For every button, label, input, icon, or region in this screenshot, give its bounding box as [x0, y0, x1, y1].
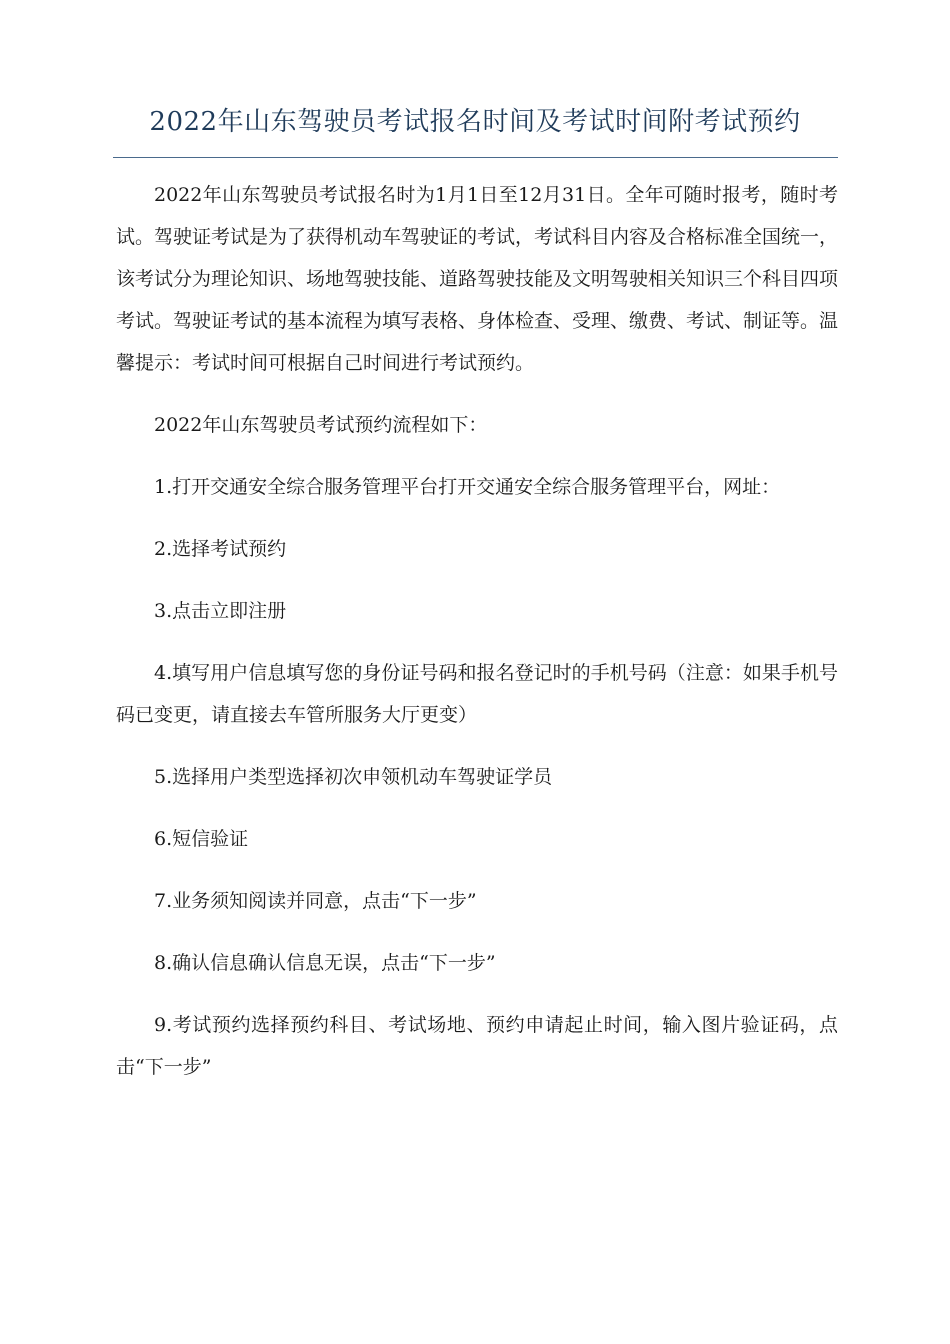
title-divider [113, 157, 838, 158]
step-4: 4.填写用户信息填写您的身份证号码和报名登记时的手机号码（注意：如果手机号码已变更，请直接去车管所服务大厅更变） [116, 662, 838, 726]
paragraph-intro: 2022年山东驾驶员考试报名时为1月1日至12月31日。全年可随时报考，随时考试。驾驶证考试是为了获得机动车驾驶证的考试，考试科目内容及合格标准全国统一，该考试分为理论知识、场地驾驶技能、道路驾驶技能及文明驾驶相关知识三个科目四项考试。驾驶证考试的基本流程为填写表格、身体检查、受理、缴费、考试、制证等。温馨提示：考试时间可根据自己时间进行考试预约。 [116, 184, 839, 374]
paragraph-process-heading: 2022年山东驾驶员考试预约流程如下： [154, 414, 488, 436]
step-2: 2.选择考试预约 [154, 538, 287, 560]
document-title: 2022年山东驾驶员考试报名时间及考试时间附考试预约 [149, 107, 801, 137]
step-3: 3.点击立即注册 [154, 600, 287, 622]
step-5: 5.选择用户类型选择初次申领机动车驾驶证学员 [154, 766, 553, 788]
step-9: 9.考试预约选择预约科目、考试场地、预约申请起止时间，输入图片验证码，点击“下一步” [116, 1014, 838, 1078]
step-7: 7.业务须知阅读并同意，点击“下一步” [154, 890, 477, 912]
document-body [116, 174, 838, 1108]
step-6: 6.短信验证 [154, 828, 249, 850]
step-8: 8.确认信息确认信息无误，点击“下一步” [154, 952, 496, 974]
step-1: 1.打开交通安全综合服务管理平台打开交通安全综合服务管理平台，网址： [154, 476, 781, 498]
